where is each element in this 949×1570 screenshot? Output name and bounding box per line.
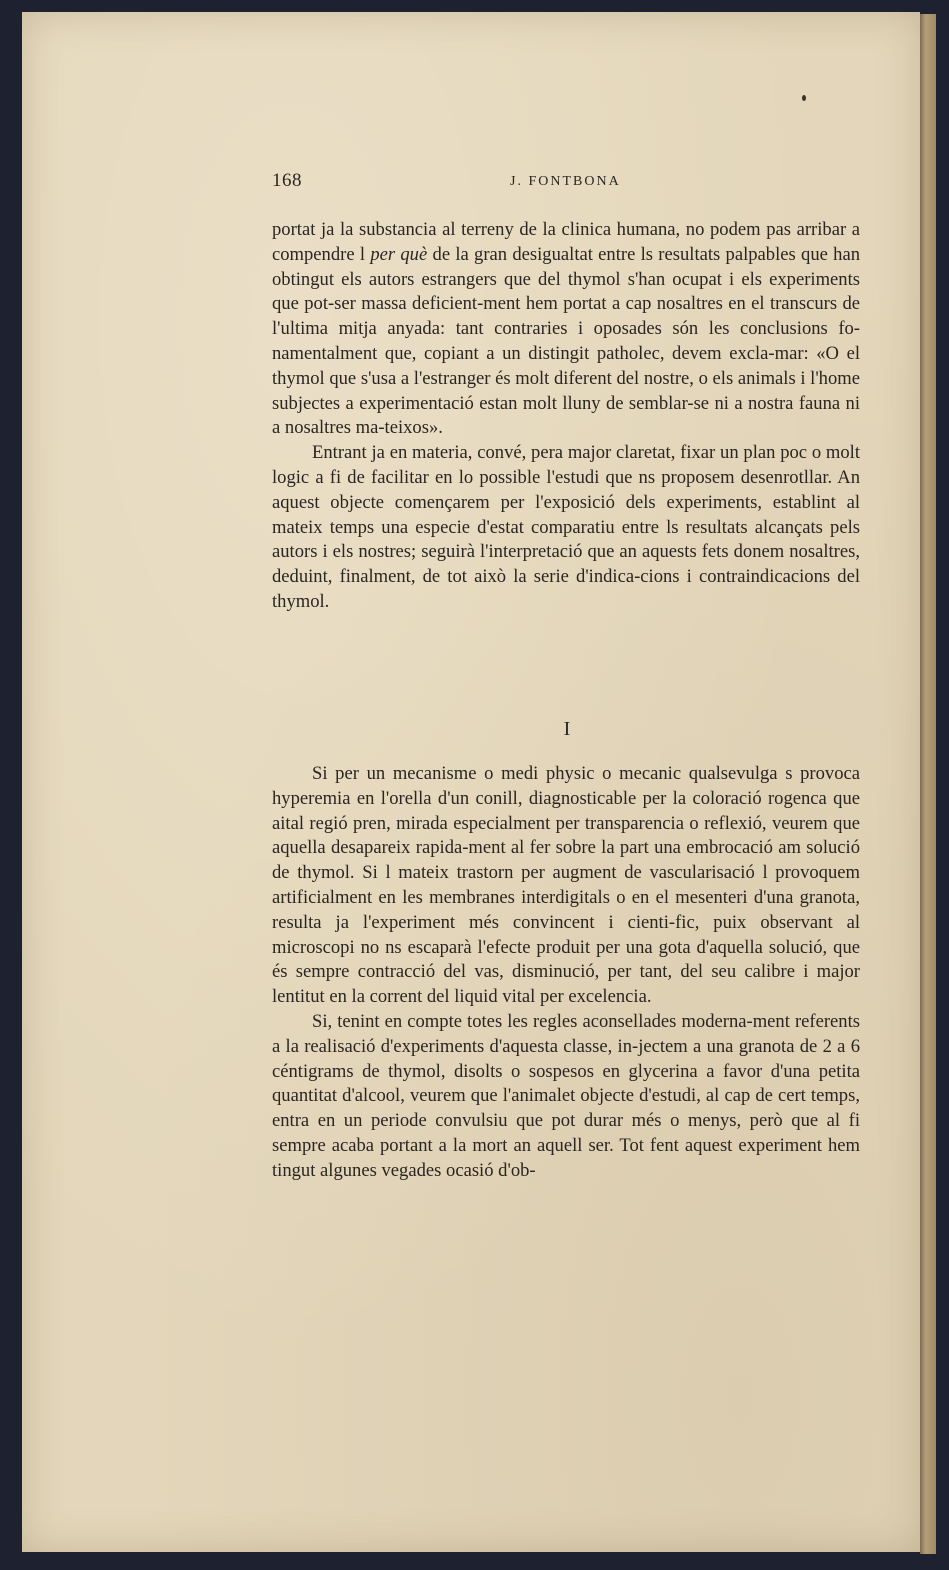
page-edge — [920, 14, 936, 1554]
text-run: portat ja la substancia al terreny de la clinica humana, no podem pas arribar a compendre l — [272, 219, 860, 265]
page-header — [270, 170, 860, 202]
paragraph-continued — [272, 218, 860, 441]
page-number: 168 — [272, 170, 302, 191]
text-run: de la gran desigualtat entre ls resultats palpables que han obtingut els autors estrangers que del thymol s'han ocupat i els experiments que pot-ser massa deficient-ment hem portat a cap nosaltres en el transcurs de l'ultima mitja anyada: tant contraries i oposades són les conclusions fo-namentalment que, copiant a un distingit patholec, devem excla-mar: «O el thymol que s'usa a l'estranger és molt diferent del nostre, o els animals i l'home subjectes a experimentació estan molt lluny de semblar-se ni a nostra fauna ni a nosaltres ma-teixos». — [272, 243, 861, 439]
text-run: Si, tenint en compte totes les regles aconsellades moderna-ment referents a la realisació d'experiments d'aquesta classe, in-jectem a una granota de 2 a 6 céntigrams de thymol, disolts o sospesos en glycerina a favor d'una petita quantitat d'alcool, veurem que l'animalet objecte d'estudi, al cap de cert temps, entra en un periode convulsiu que pot durar més o menys, però que al fi sempre acaba portant a la mort an aquell ser. Tot fent aquest experiment hem tingut algunes vegades ocasió d'ob- — [272, 1010, 860, 1181]
text-block-before-section — [272, 218, 860, 615]
paragraph — [272, 1010, 860, 1184]
italic-text-run: per què — [370, 243, 428, 265]
text-block-section-i — [272, 762, 860, 1184]
text-run: Entrant ja en materia, convé, pera major claretat, fixar un plan poc o molt logic a fi de facilitar en lo possible l'estudi que ns proposem desenrotllar. An aquest objecte començarem per l'exposició dels experiments, establint al mateix temps una especie d'estat comparatiu entre ls resultats alcançats pels autors i els nostres; seguirà l'interpretació que an aquests fets donem nosaltres, deduint, finalment, de tot això la serie d'indica-cions i contraindicacions del thymol. — [272, 442, 860, 612]
section-heading-numeral: I — [563, 718, 571, 740]
ink-speck — [802, 95, 806, 101]
text-run: Si per un mecanisme o medi physic o mecanic qualsevulga s provoca hyperemia en l'orella d'un conill, diagnosticable per la coloració rogenca que aital regió pren, mirada especialment per transparencia o reflexió, veurem que aquella desapareix rapida-ment al fer sobre la part una embrocació am solució de thymol. Si l mateix trastorn per augment de vascularisació l provoquem artificialment en les membranes interdigitals o en el mesenteri d'una granota, resulta ja l'experiment més convincent i cienti-fic, puix observant al microscopi no ns escaparà l'efecte produit per una gota d'aquella solució, que és sempre contracció del vas, disminució, per tant, del seu calibre i major lentitut en la corrent del liquid vital per excelencia. — [272, 763, 860, 1008]
paragraph — [272, 441, 860, 615]
running-head: J. FONTBONA — [510, 174, 621, 189]
paragraph — [272, 762, 860, 1010]
